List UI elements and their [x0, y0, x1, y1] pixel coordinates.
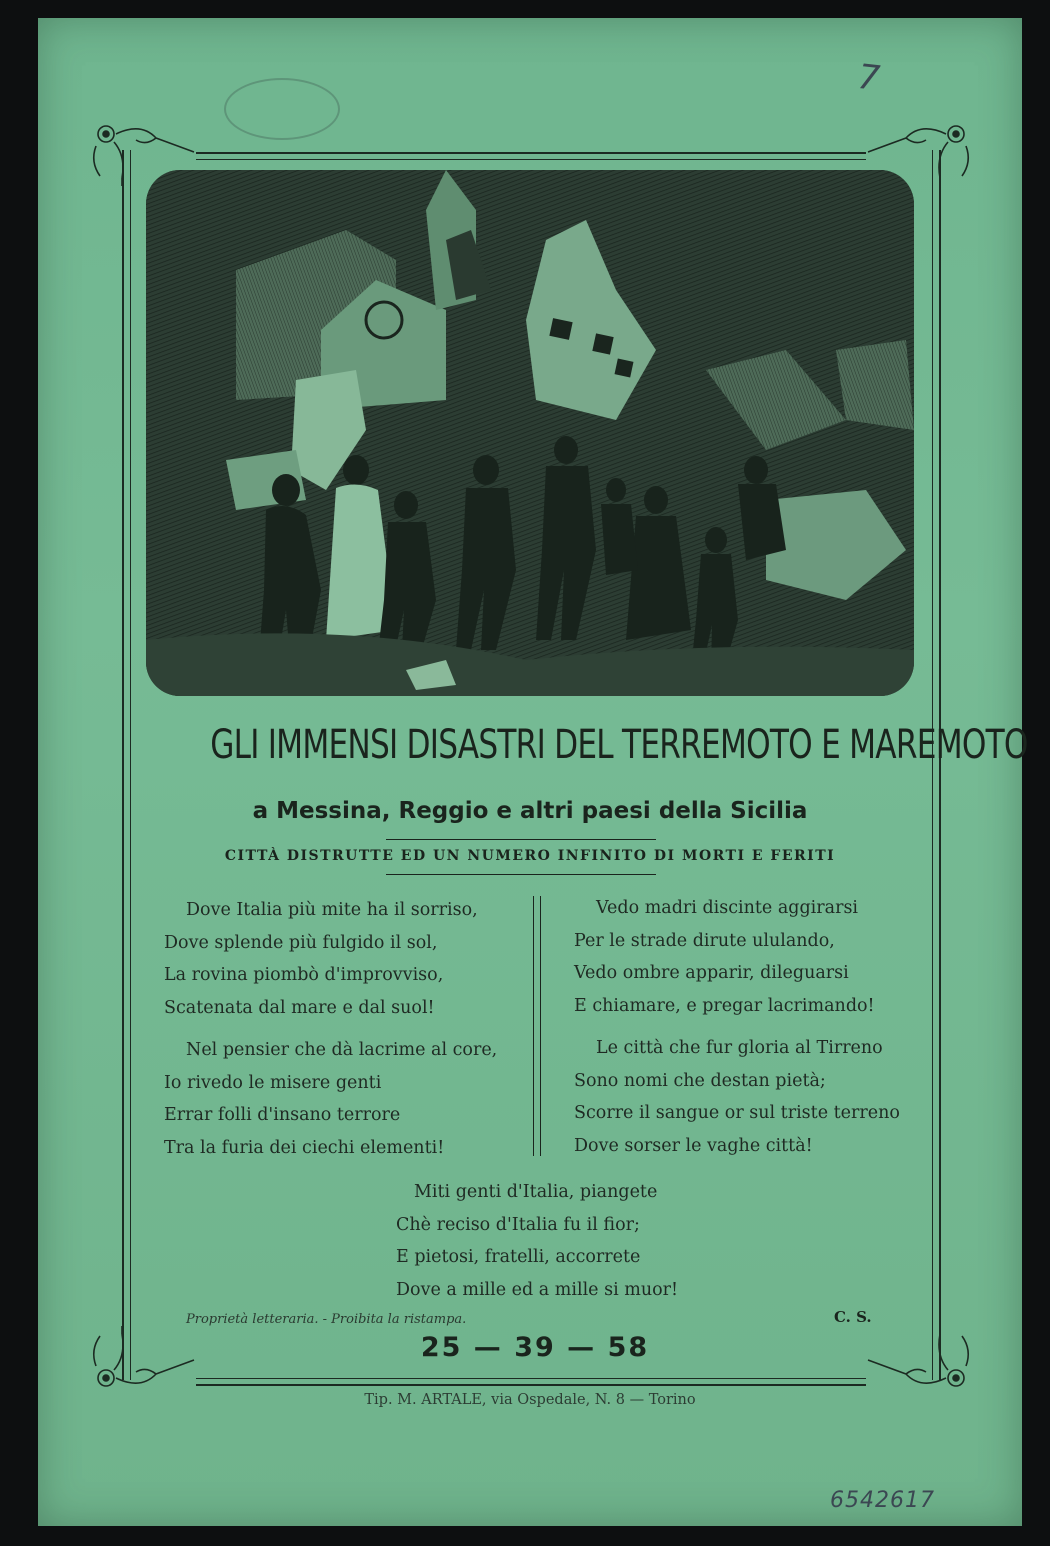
faded-stamp: [224, 78, 340, 140]
verse-line: Vedo madri discinte aggirarsi: [596, 898, 859, 918]
verse-line: E pietosi, fratelli, accorrete: [396, 1247, 641, 1267]
verse-line: Scorre il sangue or sul triste terreno: [574, 1103, 900, 1123]
printer-imprint: Tip. M. ARTALE, via Ospedale, N. 8 — Torino: [364, 1392, 696, 1408]
author-initials: C. S.: [834, 1308, 872, 1326]
rule-upper: [386, 839, 656, 840]
verse-line: Io rivedo le misere genti: [164, 1072, 382, 1093]
rule-lower: [386, 874, 656, 875]
verse-line: Scatenata dal mare e dal suol!: [164, 997, 435, 1018]
stanza-left-2: [164, 1034, 497, 1164]
handwritten-number: 7: [855, 56, 882, 100]
frame-left-border: [122, 150, 131, 1380]
verse-line: Errar folli d'insano terrore: [164, 1105, 401, 1125]
verse-line: La rovina piombò d'improvviso,: [164, 965, 444, 985]
verse-line: Dove splende più fulgido il sol,: [164, 932, 438, 953]
verse-line: Nel pensier che dà lacrime al core,: [186, 1040, 498, 1060]
corner-ornament-bottom-left: [86, 1326, 196, 1396]
verse-line: Tra la furia dei ciechi elementi!: [164, 1137, 445, 1158]
verse-line: Dove Italia più mite ha il sorriso,: [186, 900, 478, 920]
frame-bottom-border: [196, 1378, 866, 1386]
verse-line: Dove sorser le vaghe città!: [574, 1135, 813, 1156]
verse-line: Sono nomi che destan pietà;: [574, 1070, 826, 1091]
verse-line: Miti genti d'Italia, piangete: [414, 1182, 658, 1202]
column-divider: [533, 896, 541, 1156]
stanza-right-1: [574, 892, 875, 1022]
earthquake-engraving: [146, 170, 914, 696]
verse-line: E chiamare, e pregar lacrimando!: [574, 995, 875, 1016]
headline-subtitle: a Messina, Reggio e altri paesi della Sicilia: [252, 798, 808, 824]
rights-notice: Proprietà letteraria. - Proibita la ristampa.: [186, 1312, 467, 1327]
headline-tagline: CITTÀ DISTRUTTE ED UN NUMERO INFINITO DI MORTI E FERITI: [224, 848, 836, 864]
stanza-right-2: [574, 1032, 900, 1162]
verse-line: Per le strade dirute ululando,: [574, 930, 835, 951]
verse-line: Dove a mille ed a mille si muor!: [396, 1279, 679, 1300]
catalog-number: 6542617: [830, 1488, 935, 1513]
headline-title: GLI IMMENSI DISASTRI DEL TERREMOTO E MAREMOTO: [210, 722, 1028, 768]
verse-line: Le città che fur gloria al Tirreno: [596, 1038, 883, 1058]
frame-top-border: [196, 152, 866, 160]
verse-line: Chè reciso d'Italia fu il fior;: [396, 1214, 640, 1235]
stanza-left-1: [164, 894, 478, 1024]
lottery-numbers: 25 — 39 — 58: [420, 1332, 650, 1363]
corner-ornament-bottom-right: [866, 1326, 976, 1396]
stanza-final: [396, 1176, 678, 1306]
verse-line: Vedo ombre apparir, dileguarsi: [574, 963, 849, 983]
